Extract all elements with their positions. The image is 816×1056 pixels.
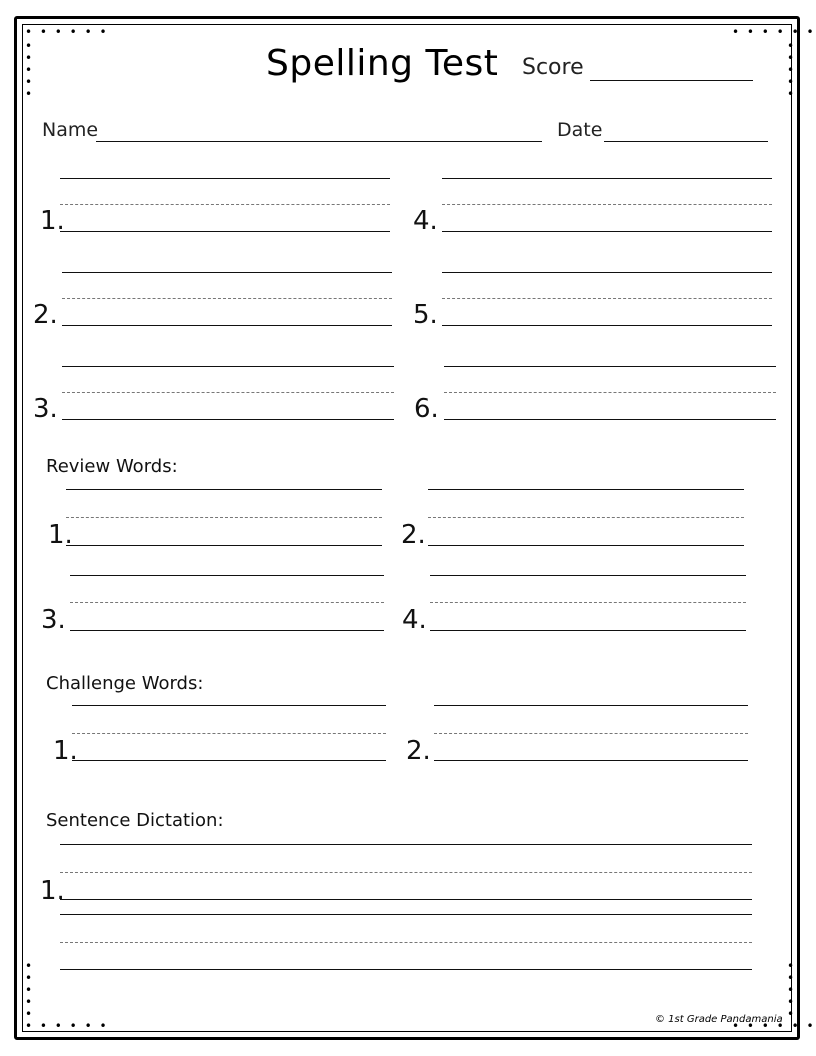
writing-mid-line	[62, 392, 394, 393]
writing-mid-line	[72, 733, 386, 734]
writing-top-line	[62, 366, 394, 367]
item-number: 3.	[41, 605, 66, 635]
corner-dots-bottom-left: • • • • • •	[25, 1019, 109, 1033]
writing-top-line	[62, 272, 392, 273]
writing-base-line[interactable]	[428, 545, 744, 546]
writing-base-line[interactable]	[444, 419, 776, 420]
name-label: Name	[42, 119, 99, 141]
writing-top-line	[60, 844, 752, 845]
writing-top-line	[60, 914, 752, 915]
item-number: 2.	[33, 300, 58, 330]
writing-base-line[interactable]	[62, 325, 392, 326]
corner-dots-top-left-vertical: • • • • •	[25, 39, 35, 101]
writing-mid-line	[430, 602, 746, 603]
writing-mid-line	[442, 298, 772, 299]
score-line[interactable]	[590, 80, 753, 81]
item-number: 1.	[40, 206, 65, 236]
writing-top-line	[66, 489, 382, 490]
corner-dots-bottom-right-vertical: • • • • •	[787, 959, 797, 1021]
item-number: 1.	[53, 736, 78, 766]
date-label: Date	[557, 119, 603, 141]
writing-mid-line	[62, 298, 392, 299]
writing-top-line	[442, 272, 772, 273]
writing-top-line	[72, 705, 386, 706]
item-number: 4.	[402, 605, 427, 635]
writing-base-line[interactable]	[70, 630, 384, 631]
corner-dots-top-right-vertical: • • • • •	[787, 39, 797, 101]
writing-mid-line	[70, 602, 384, 603]
writing-top-line	[70, 575, 384, 576]
corner-dots-top-right: • • • • • •	[732, 25, 816, 39]
item-number: 4.	[413, 206, 438, 236]
writing-base-line[interactable]	[430, 630, 746, 631]
page-title: Spelling Test	[266, 43, 499, 84]
item-number: 1.	[40, 876, 65, 906]
writing-mid-line	[444, 392, 776, 393]
writing-mid-line	[442, 204, 772, 205]
writing-mid-line	[66, 517, 382, 518]
item-number: 5.	[413, 300, 438, 330]
corner-dots-top-left: • • • • • •	[25, 25, 109, 39]
writing-top-line	[60, 178, 390, 179]
writing-base-line[interactable]	[72, 760, 386, 761]
writing-base-line[interactable]	[60, 969, 752, 970]
challenge-words-heading: Challenge Words:	[46, 673, 204, 694]
writing-base-line[interactable]	[60, 231, 390, 232]
review-words-heading: Review Words:	[46, 456, 178, 477]
item-number: 6.	[414, 394, 439, 424]
writing-mid-line	[60, 204, 390, 205]
score-label: Score	[522, 55, 584, 80]
item-number: 3.	[33, 394, 58, 424]
writing-top-line	[430, 575, 746, 576]
writing-base-line[interactable]	[66, 545, 382, 546]
writing-mid-line	[60, 942, 752, 943]
writing-top-line	[434, 705, 748, 706]
writing-mid-line	[434, 733, 748, 734]
name-line[interactable]	[96, 141, 542, 142]
item-number: 1.	[48, 520, 73, 550]
writing-base-line[interactable]	[434, 760, 748, 761]
writing-top-line	[442, 178, 772, 179]
date-line[interactable]	[604, 141, 768, 142]
writing-base-line[interactable]	[442, 325, 772, 326]
writing-mid-line	[60, 872, 752, 873]
writing-base-line[interactable]	[442, 231, 772, 232]
corner-dots-bottom-left-vertical: • • • • •	[25, 959, 35, 1021]
corner-dots-bottom-right: • • • • • •	[732, 1019, 816, 1033]
writing-top-line	[428, 489, 744, 490]
writing-mid-line	[428, 517, 744, 518]
copyright-credit: © 1st Grade Pandamania	[655, 1014, 783, 1025]
writing-base-line[interactable]	[60, 899, 752, 900]
sentence-dictation-heading: Sentence Dictation:	[46, 810, 224, 831]
writing-base-line[interactable]	[62, 419, 394, 420]
item-number: 2.	[401, 520, 426, 550]
writing-top-line	[444, 366, 776, 367]
item-number: 2.	[406, 736, 431, 766]
